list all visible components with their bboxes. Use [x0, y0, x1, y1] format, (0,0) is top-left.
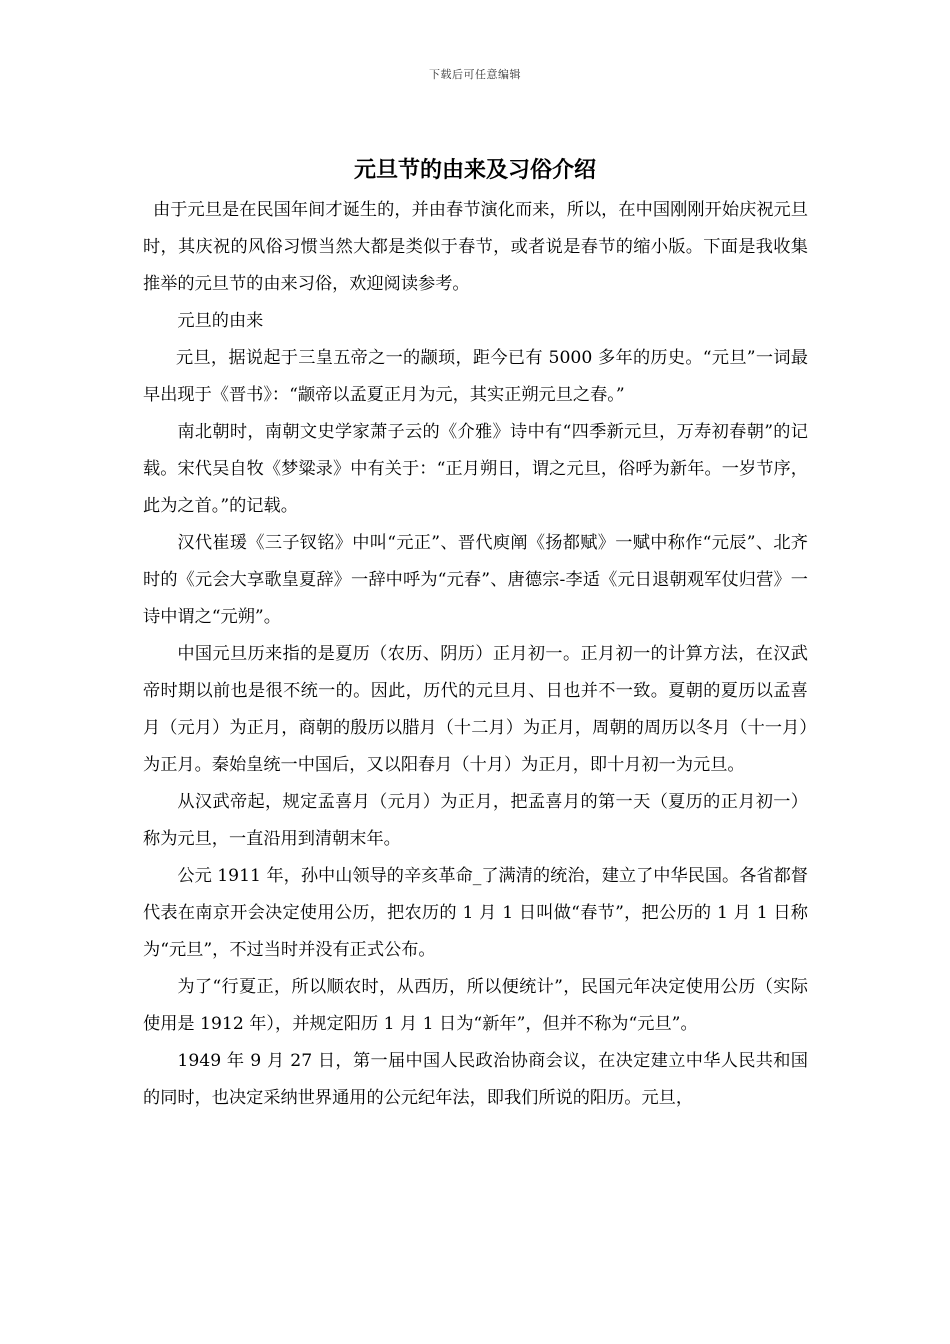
section-heading-origin: 元旦的由来: [177, 311, 264, 331]
paragraph-origin-4: 中国元旦历来指的是夏历（农历、阴历）正月初一。正月初一的计算方法，在汉武帝时期以前也是很不统一的。因此，历代的元旦月、日也并不一致。夏朝的夏历以孟喜月（元月）为正月，商朝的殷历以腊月（十二月）为正月，周朝的周历以冬月（十一月）为正月。秦始皇统一中国后，又以阳春月（十月）为正月，即十月初一为元旦。: [143, 644, 808, 775]
header-note: 下载后可任意编辑: [429, 68, 521, 81]
document-body: [143, 192, 808, 1117]
paragraph-intro: 由于元旦是在民国年间才诞生的，并由春节演化而来，所以，在中国刚刚开始庆祝元旦时，其庆祝的风俗习惯当然大都是类似于春节，或者说是春节的缩小版。下面是我收集推举的元旦节的由来习俗，欢迎阅读参考。: [143, 200, 808, 294]
paragraph-origin-5: 从汉武帝起，规定孟喜月（元月）为正月，把孟喜月的第一天（夏历的正月初一）称为元旦，一直沿用到清朝末年。: [143, 792, 808, 849]
paragraph-origin-7: 为了“行夏正，所以顺农时，从西历，所以便统计”，民国元年决定使用公历（实际使用是 1912 年），并规定阳历 1 月 1 日为“新年”，但并不称为“元旦”。: [143, 977, 808, 1034]
paragraph-origin-1: 元旦，据说起于三皇五帝之一的颛顼，距今已有 5000 多年的历史。“元旦”一词最早出现于《晋书》：“颛帝以孟夏正月为元，其实正朔元旦之春。”: [143, 348, 808, 405]
document-title: 元旦节的由来及习俗介绍: [353, 157, 596, 183]
paragraph-origin-2: 南北朝时，南朝文史学家萧子云的《介雅》诗中有“四季新元旦，万寿初春朝”的记载。宋代吴自牧《梦粱录》中有关于：“正月朔日，谓之元旦，俗呼为新年。一岁节序，此为之首。”的记载。: [143, 422, 808, 516]
paragraph-origin-6: 公元 1911 年，孙中山领导的辛亥革命_了满清的统治，建立了中华民国。各省都督代表在南京开会决定使用公历，把农历的 1 月 1 日叫做“春节”，把公历的 1 月 1 日称为“元旦”，不过当时并没有正式公布。: [143, 866, 808, 960]
paragraph-origin-3: 汉代崔瑗《三子钗铭》中叫“元正”、晋代庾阐《扬都赋》一赋中称作“元辰”、北齐时的《元会大享歌皇夏辞》一辞中呼为“元春”、唐德宗-李适《元日退朝观军仗归营》一诗中谓之“元朔”。: [143, 533, 808, 627]
paragraph-origin-8: 1949 年 9 月 27 日，第一届中国人民政治协商会议，在决定建立中华人民共和国的同时，也决定采纳世界通用的公元纪年法，即我们所说的阳历。元旦，: [143, 1051, 808, 1108]
